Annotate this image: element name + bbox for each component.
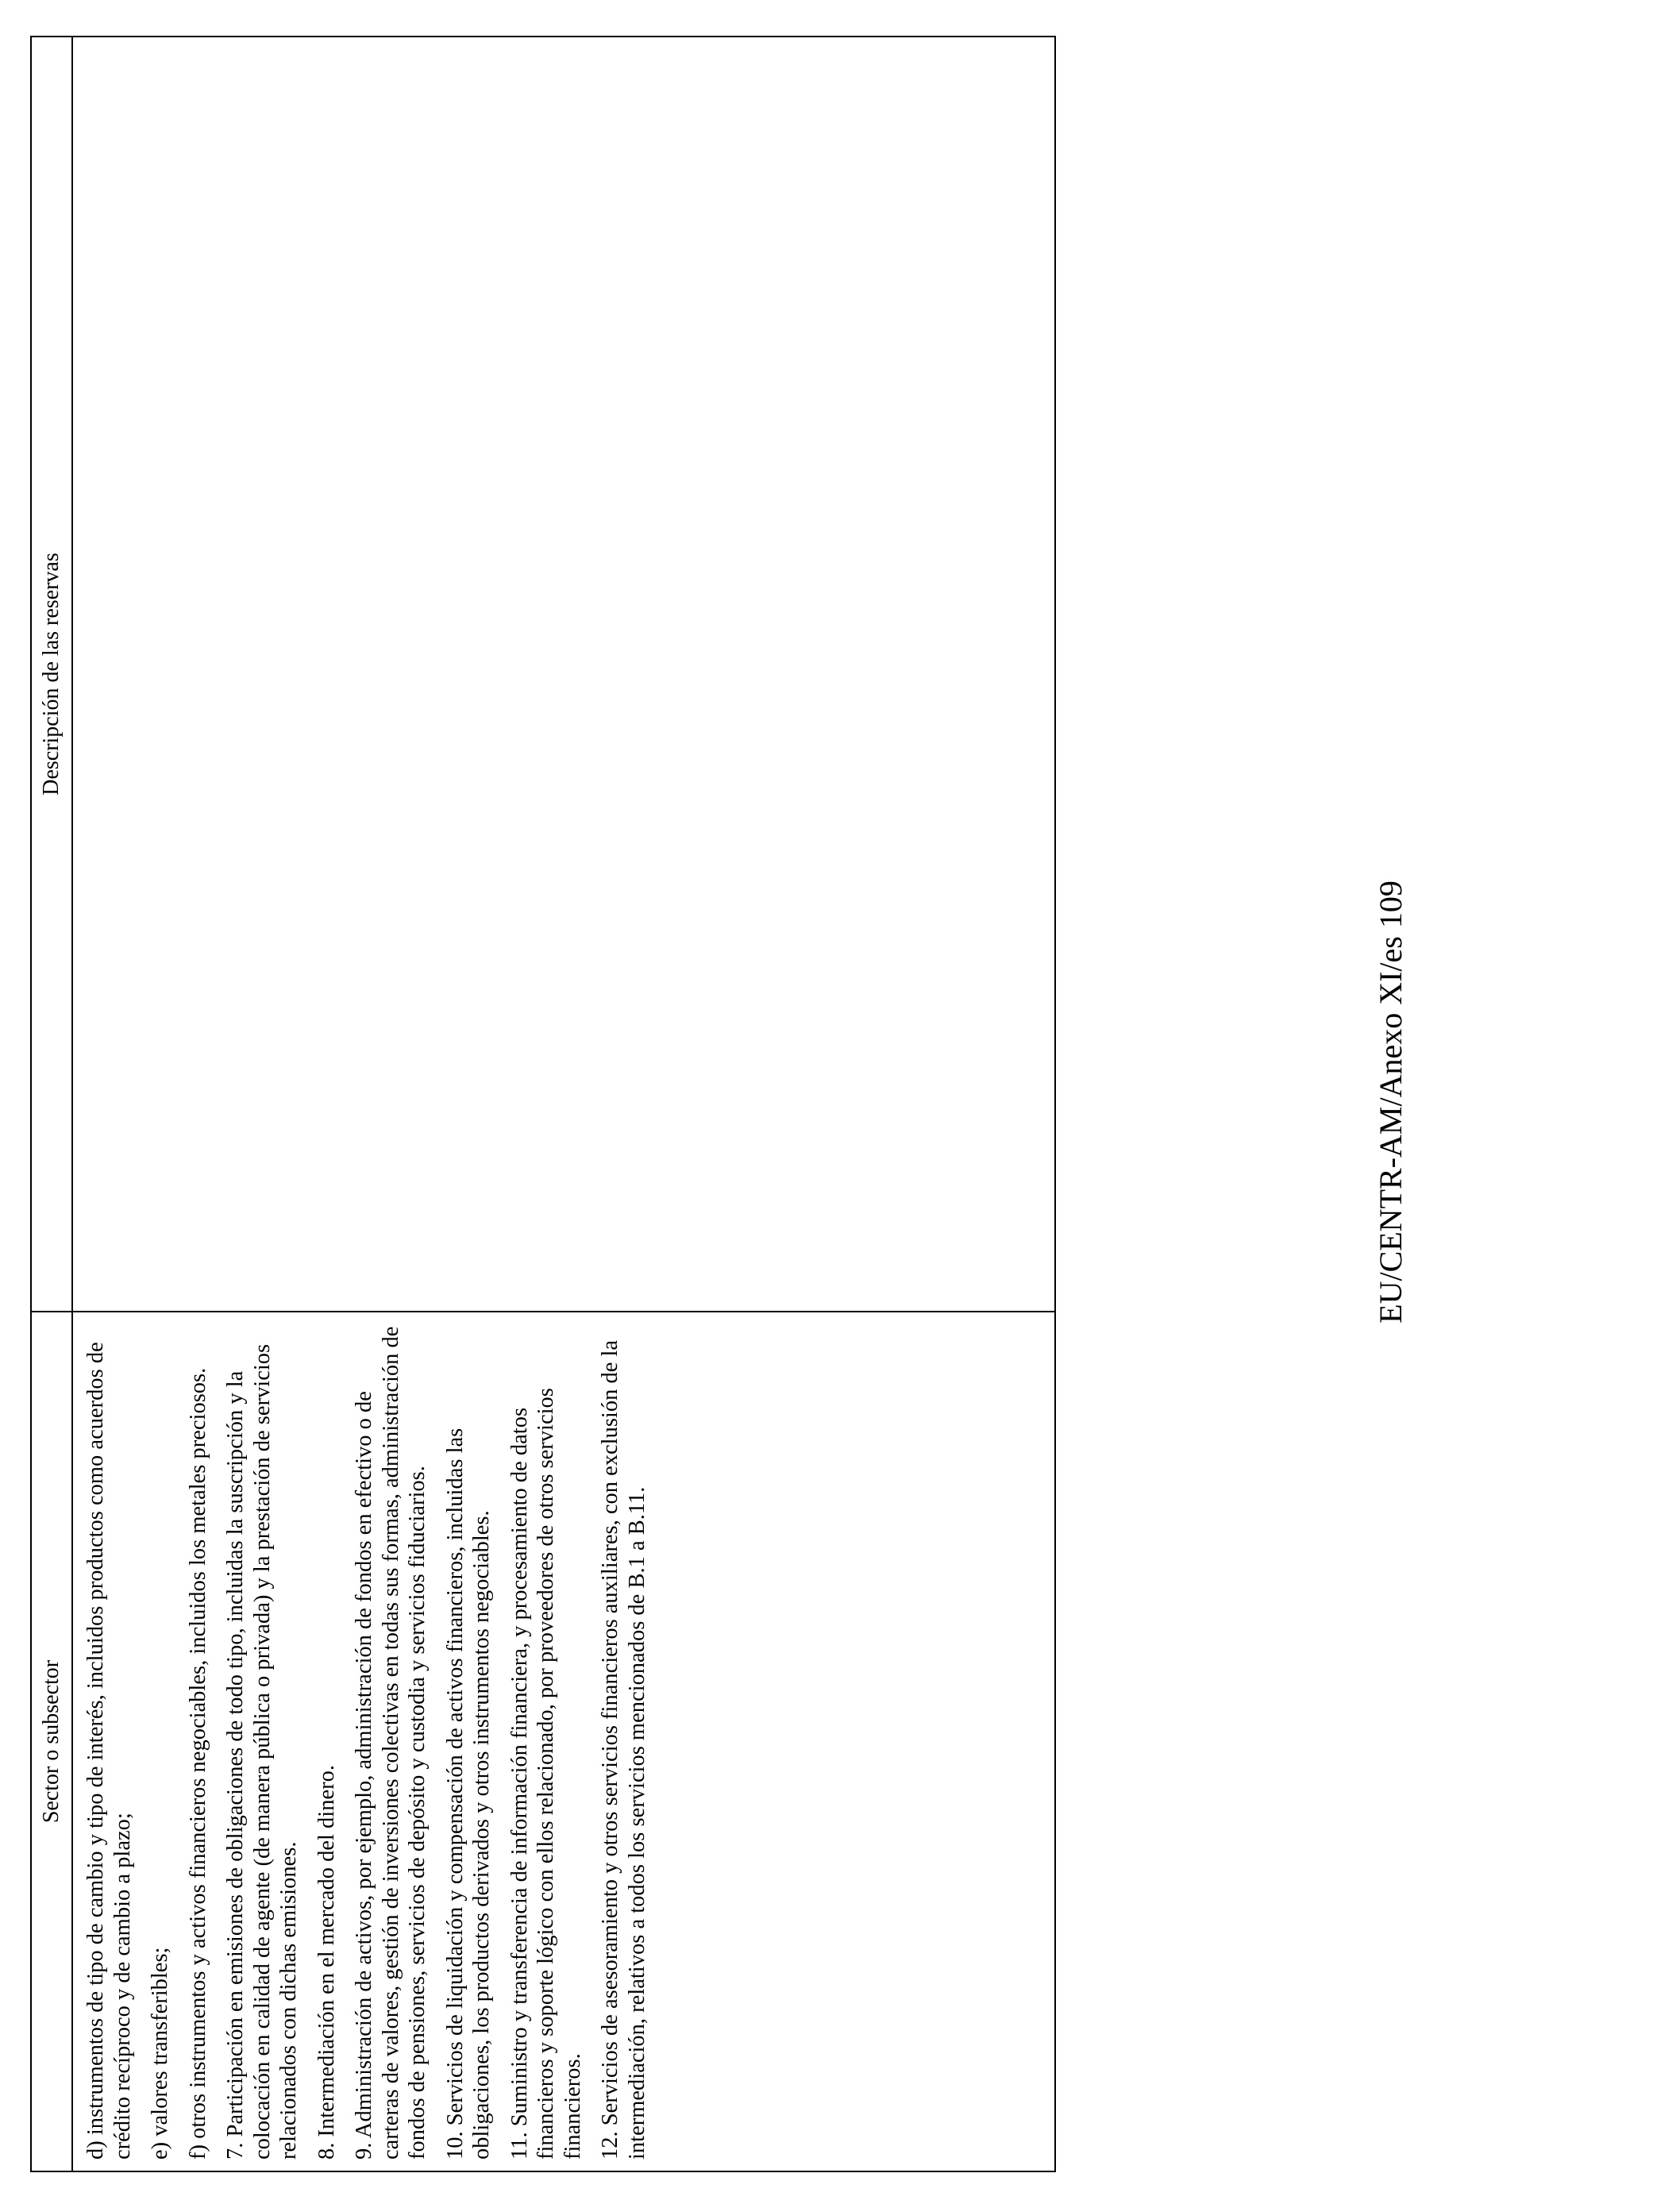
- sector-paragraph: e) valores transferibles;: [148, 1947, 172, 2160]
- sector-paragraph: 7. Participación en emisiones de obligaciones de todo tipo, incluidas la suscripción y la colocación en calidad de agente (de manera pública o privada) y la prestación de servicios relacionados con dichas emisiones.: [223, 1343, 301, 2160]
- sector-paragraph: 12. Servicios de asesoramiento y otros servicios financieros auxiliares, con exclusión de la intermediación, relativos a todos los servicios mencionados de B.1 a B.11.: [598, 1339, 649, 2160]
- sector-paragraph: 11. Suministro y transferencia de información financiera, y procesamiento de datos financieros y soporte lógico con ellos relacionado, por proveedores de otros servicios financieros.: [507, 1388, 585, 2160]
- sector-paragraph: 9. Administración de activos, por ejemplo, administración de fondos en efectivo o de carteras de valores, gestión de inversiones colectivas en todas sus formas, administración de fondos de pensiones, servicios de depósito y custodia y servicios fiduciarios.: [352, 1326, 430, 2160]
- reserves-table: [30, 36, 1056, 2172]
- sector-cell: [73, 1311, 1054, 2171]
- sector-paragraph: d) instrumentos de tipo de cambio y tipo de interés, incluidos productos como acuerdos de crédito recíproco y de cambio a plazo;: [83, 1342, 135, 2160]
- header-sector: Sector o subsector: [32, 1311, 73, 2171]
- sector-paragraph: f) otros instrumentos y activos financieros negociables, incluidos los metales preciosos.: [185, 1367, 210, 2160]
- sector-paragraph: 10. Servicios de liquidación y compensación de activos financieros, incluidas las obligaciones, los productos derivados y otros instrumentos negociables.: [442, 1428, 494, 2160]
- page-footer-reference: EU/CENTR-AM/Anexo XI/es 109: [1373, 880, 1408, 1324]
- sector-paragraph: 8. Intermediación en el mercado del dinero.: [314, 1765, 339, 2160]
- header-description: Descripción de las reservas: [32, 37, 73, 1311]
- description-cell: [73, 37, 1054, 1311]
